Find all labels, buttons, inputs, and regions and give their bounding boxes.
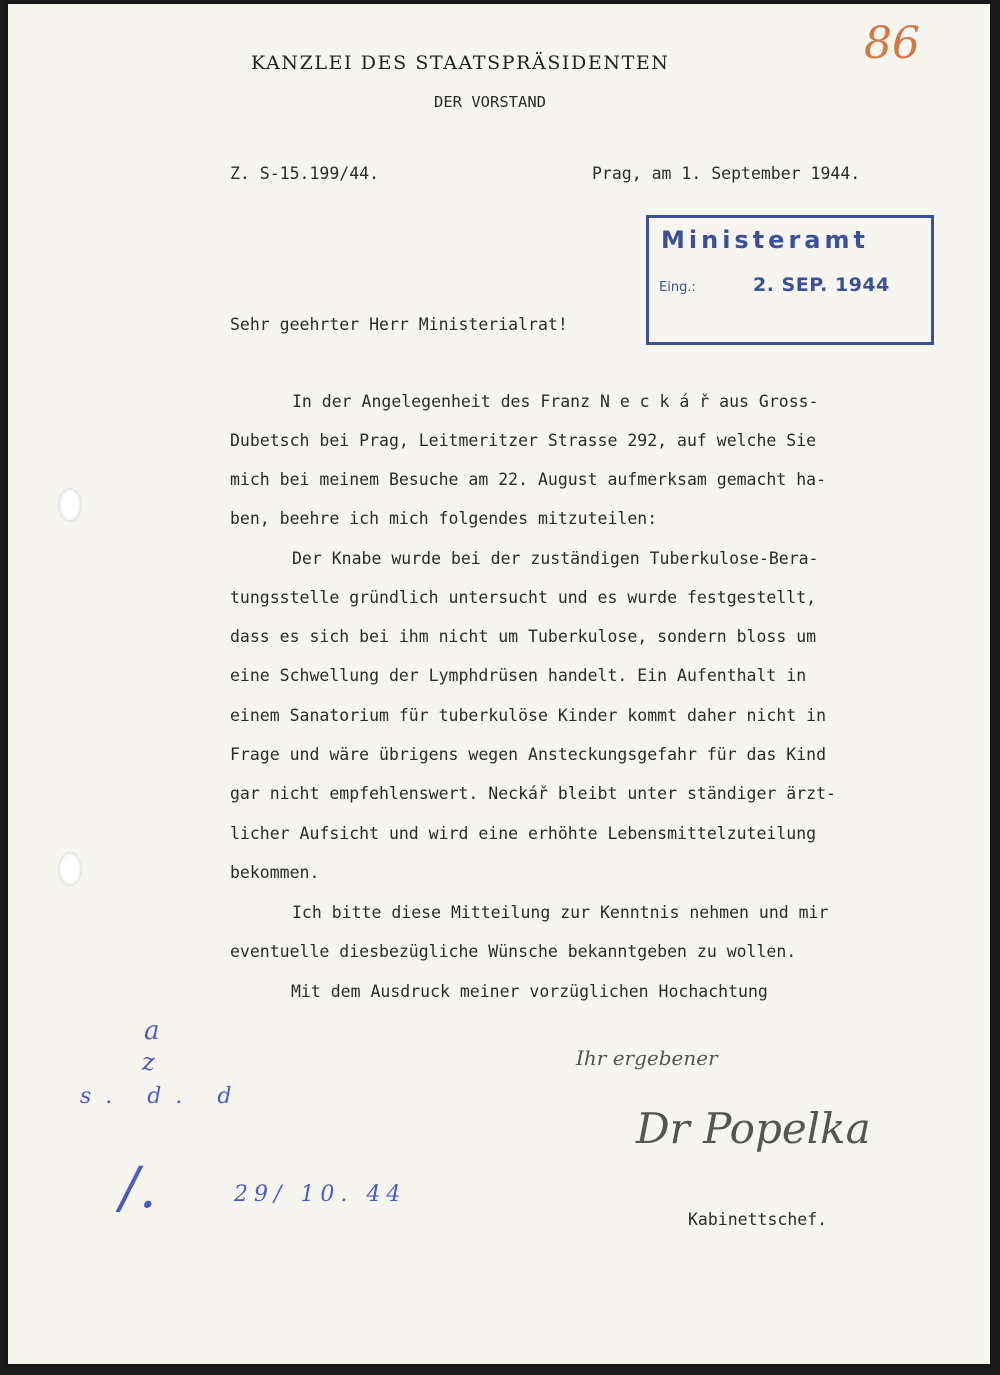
body-line: mich bei meinem Besuche am 22. August aufmerksam gemacht ha-: [230, 470, 827, 489]
letter-page: [8, 4, 990, 1364]
received-stamp: [646, 215, 934, 345]
department-heading: DER VORSTAND: [434, 93, 546, 111]
body-line: licher Aufsicht und wird eine erhöhte Lebensmittelzuteilung: [230, 824, 817, 843]
stamp-title: Ministeramt: [661, 226, 869, 254]
margin-note-z: z: [142, 1048, 155, 1076]
punch-hole-upper: [58, 488, 82, 522]
margin-note-sdd: s. d. d: [80, 1084, 246, 1109]
body-line: Dubetsch bei Prag, Leitmeritzer Strasse 292, auf welche Sie: [230, 431, 817, 450]
signer-title: Kabinettschef.: [688, 1210, 828, 1229]
body-line: bekommen.: [230, 863, 320, 882]
body-line: Frage und wäre übrigens wegen Ansteckungsgefahr für das Kind: [230, 745, 827, 764]
handwritten-ergebener: Ihr ergebener: [576, 1046, 718, 1070]
punch-hole-lower: [58, 852, 82, 886]
body-line: gar nicht empfehlenswert. Neckář bleibt unter ständiger ärzt-: [230, 784, 836, 803]
reference-number: Z. S-15.199/44.: [230, 164, 380, 183]
stamp-received-label: Eing.:: [659, 280, 696, 295]
closing-line: Mit dem Ausdruck meiner vorzüglichen Hochachtung: [291, 982, 768, 1001]
signature: Dr Popelka: [636, 1104, 871, 1153]
page-number: 86: [864, 18, 920, 69]
body-line: ben, beehre ich mich folgendes mitzuteilen:: [230, 509, 658, 528]
body-line: In der Angelegenheit des Franz N e c k á ř aus Gross-: [292, 392, 819, 411]
body-line: Ich bitte diese Mitteilung zur Kenntnis nehmen und mir: [292, 903, 829, 922]
body-line: tungsstelle gründlich untersucht und es wurde festgestellt,: [230, 588, 817, 607]
body-line: eventuelle diesbezügliche Wünsche bekanntgeben zu wollen.: [230, 942, 797, 961]
salutation: Sehr geehrter Herr Ministerialrat!: [230, 315, 568, 334]
date-line: Prag, am 1. September 1944.: [592, 164, 861, 183]
body-line: eine Schwellung der Lymphdrüsen handelt. Ein Aufenthalt in: [230, 666, 807, 685]
body-line: einem Sanatorium für tuberkulöse Kinder kommt daher nicht in: [230, 706, 827, 725]
body-line: Der Knabe wurde bei der zuständigen Tuberkulose-Bera-: [292, 549, 819, 568]
margin-note-date: 29/ 10. 44: [234, 1182, 407, 1207]
margin-note-slash: /.: [120, 1156, 157, 1221]
margin-note-a: a: [144, 1016, 160, 1046]
office-heading: KANZLEI DES STAATSPRÄSIDENTEN: [251, 52, 670, 74]
body-line: dass es sich bei ihm nicht um Tuberkulose, sondern bloss um: [230, 627, 817, 646]
stamp-received-date: 2. SEP. 1944: [753, 274, 890, 296]
